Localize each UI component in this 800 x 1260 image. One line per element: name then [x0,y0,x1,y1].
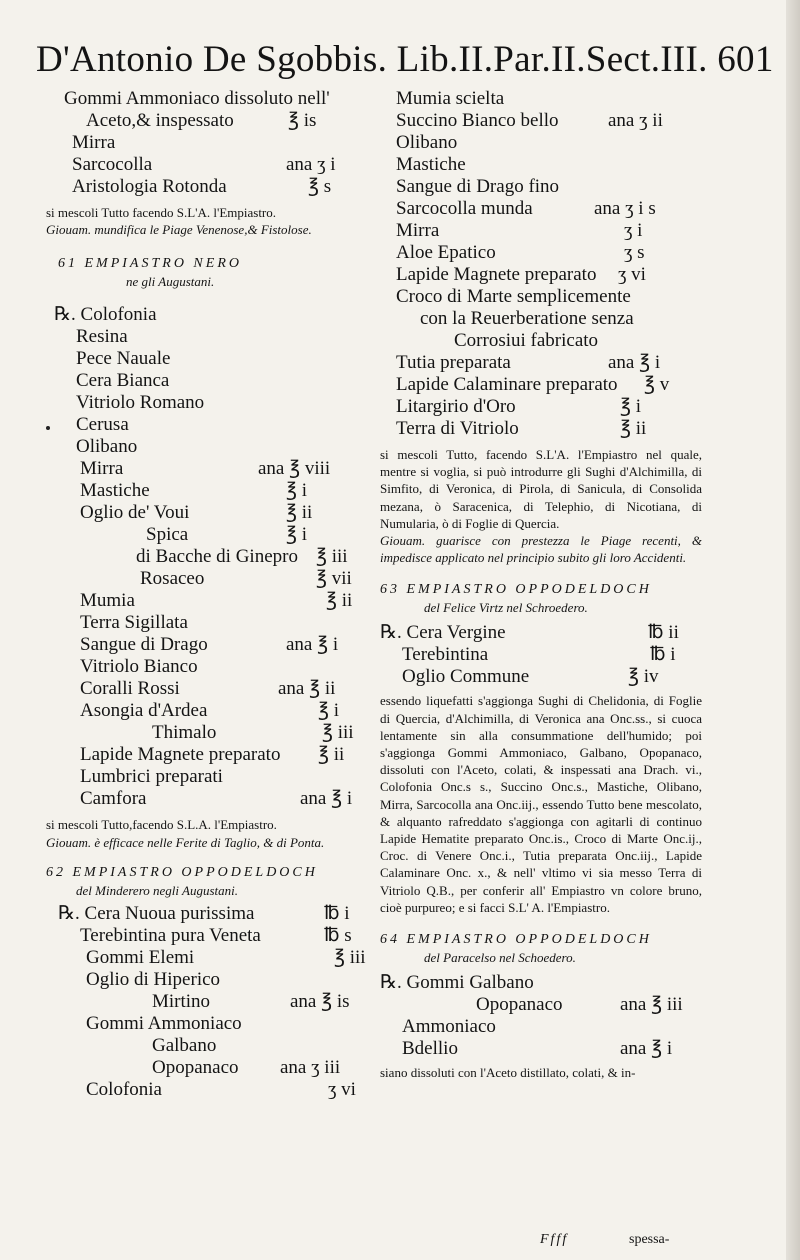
ingredient-row [46,991,368,1013]
ingredient-name: Oglio di Hiperico [86,968,221,990]
ingredient-name: Gommi Ammoniaco dissoluto nell' [64,88,330,109]
ingredient-dose: ℥ i [620,396,642,417]
ingredient-dose: ℔ s [324,924,352,946]
ingredient-row [380,330,702,352]
ingredient-dose: ana ʒ ii [608,110,663,131]
preparation-paragraph: siano dissoluti con l'Aceto distillato, colati, & in- [380,1065,636,1081]
ingredient-row [46,634,368,656]
ingredient-name: Mirra [80,458,124,480]
recipe-heading-61 [46,250,368,294]
ingredient-name: Galbano [152,1034,217,1056]
preparation-note: si mescoli Tutto facendo S.L'A. l'Empiastro. [46,205,277,220]
ingredient-row [380,396,702,418]
ingredient-name: Opopanaco [476,994,563,1016]
ingredient-name: Lapide Calaminare preparato [396,374,618,395]
ingredient-row [46,132,368,154]
ingredient-row [46,656,368,678]
ingredient-row [46,88,368,110]
ingredient-name: Asongia d'Ardea [80,700,208,722]
ingredient-name: Lumbrici preparati [80,766,223,788]
ingredient-row [46,154,368,176]
ingredient-name: Oglio Commune [402,666,530,688]
ingredient-row [46,392,368,414]
ingredient-dose: ℔ i [650,644,676,666]
ingredient-name: Coralli Rossi [80,678,180,700]
ingredient-name: Mastiche [80,480,150,502]
ingredient-name: Cerusa [76,414,129,436]
ingredient-name: Olibano [396,132,458,153]
ingredient-dose: ana ℥ i [300,788,353,810]
ingredient-name: ℞. Colofonia [54,304,157,326]
recipe-heading-63 [380,576,702,616]
ingredient-dose: ℥ iii [316,546,348,568]
ingredient-row [46,546,368,568]
virtue-note: Giouam. mundifica le Piage Venenose,& Fistolose. [46,222,312,238]
page-edge [786,0,800,1260]
ingredient-row [46,110,368,132]
ingredient-dose: ℥ i [286,480,308,502]
recipe-title-63: 63 EMPIASTRO OPPODELDOCH [380,582,652,598]
ingredient-dose: ℥ ii [620,418,647,439]
ingredient-name: ℞. Gommi Galbano [380,972,534,994]
ingredient-dose: ℥ ii [318,744,345,766]
ingredient-name: Lapide Magnete preparato [80,744,281,766]
ingredient-row [380,242,702,264]
ingredient-dose: ℔ ii [648,622,679,644]
recipe-63-ingredients [380,622,702,688]
ingredient-row [380,286,702,308]
ingredient-name: Oglio de' Voui [80,502,190,524]
ingredient-row [380,994,702,1016]
ingredient-name: Sarcocolla munda [396,198,533,219]
ingredient-row [380,308,702,330]
ingredient-name: Cera Bianca [76,370,170,392]
ingredient-dose: ana ℥ iii [620,994,683,1016]
ingredient-row [380,154,702,176]
ingredient-name: con la Reuerberatione senza [420,308,634,329]
ingredient-row [46,744,368,766]
ingredient-dose: ℔ i [324,902,350,924]
preparation-paragraph: essendo liquefatti s'aggionga Sughi di Chelidonia, di Foglie di Quercia, d'Alchimilla, di Veronica ana Onc.ss., si cuoca lentamente sin alla consummatione dell'humido; poi s'aggionga Gommi Ammoniaco, Galbano, Opopanaco, dissoluti con l'Aceto, colati, & inspessati ana Drach. vi., Colofonia Onc.s s., Succino Onc.s., Mastiche, Olibano, Mirra, Sarcocolla ana Onc.iij., essendo Tutto bene mescolato, & alquanto rafreddato s'aggionga con agitarli di continuo Lapide Hematite preparato Onc.is., Croco di Marte Onc.ij., Croc. di Venere Onc.i., Tutia preparata Onc.iij., Lapide Calaminare Onc. x., & nell' vltimo vi sia messo Terra di Vitriolo Q.B., per conferir all' Empiastro vn colore bruno, cioè purpureo; e si facci S.L' A. l'Empiastro. [380,693,702,915]
running-header: D'Antonio De Sgobbis. Lib.II.Par.II.Sect.III. 601 [36,39,774,80]
ingredient-name: Thimalo [152,722,217,744]
ingredient-name: ℞. Cera Vergine [380,622,506,644]
ingredient-row [46,304,368,326]
ingredient-dose: ana ℥ ii [278,678,336,700]
right-column [380,88,702,1081]
ingredient-name: Ammoniaco [402,1016,496,1038]
ingredient-dose: ℥ iii [334,946,366,968]
ingredient-name: Vitriolo Romano [76,392,205,414]
ingredient-name: Resina [76,326,128,348]
ingredient-name: Rosaceo [140,568,205,590]
ingredient-name: Bdellio [402,1038,458,1060]
ingredient-dose: ℥ ii [326,590,353,612]
recipe-heading-64 [380,926,702,966]
ingredient-name: Gommi Elemi [86,946,195,968]
ingredient-row [46,458,368,480]
ingredient-row [46,348,368,370]
ingredient-name: Tutia preparata [396,352,511,373]
preparation-note: si mescoli Tutto,facendo S.L.A. l'Empiastro. [46,817,277,833]
ingredient-name: Croco di Marte semplicemente [396,286,631,307]
ingredient-name: Mirtino [152,990,211,1012]
recipe-title-61: 61 EMPIASTRO NERO [58,256,242,272]
ingredient-dose: ʒ s [624,242,645,263]
virtue-note: Giouam. guarisce con prestezza le Piage recenti, & impedisce applicato nel principio subito gli loro Accidenti. [380,533,702,566]
ingredient-name: Terra Sigillata [80,612,188,634]
ingredient-name: Aristologia Rotonda [72,176,227,197]
ingredient-dose: ℥ iii [322,722,354,744]
ingredient-row [380,644,702,666]
ingredient-row [380,352,702,374]
ingredient-row [46,1035,368,1057]
ingredient-row [46,722,368,744]
ingredient-row [46,947,368,969]
ingredient-name: Mastiche [396,154,466,175]
ingredient-row [380,132,702,154]
signature-mark: Ffff [540,1232,569,1247]
recipe-source-64: del Paracelso nel Schoedero. [424,950,576,966]
ingredient-dose: ℥ is [288,110,317,131]
ingredient-name: Corrosiui fabricato [454,330,599,351]
ingredient-row [380,374,702,396]
ingredient-name: Mumia [80,590,135,612]
catchword: spessa- [629,1232,670,1247]
ingredient-row [380,110,702,132]
ingredient-row [46,1013,368,1035]
ingredient-row [46,480,368,502]
recipe-tail-block [46,88,368,198]
ingredient-name: ℞. Cera Nuoua purissima [58,902,255,924]
ingredient-row [46,903,368,925]
ingredient-name: Terebintina pura Veneta [80,924,261,946]
recipe-title-64: 64 EMPIASTRO OPPODELDOCH [380,932,652,948]
recipe-heading-62 [46,859,368,899]
ingredient-dose: ana ʒ i s [594,198,656,219]
ingredient-dose: ℥ s [308,176,332,197]
ingredient-name: Gommi Ammoniaco [86,1012,242,1034]
ingredient-name: Olibano [76,436,138,458]
ingredient-row [46,788,368,810]
ingredient-row [46,326,368,348]
ingredient-name: Lapide Magnete preparato [396,264,597,285]
ingredient-row [380,198,702,220]
ingredient-name: Sangue di Drago [80,634,208,656]
ingredient-dose: ℥ i [286,524,308,546]
ingredient-row [380,972,702,994]
ingredient-dose: ana ℥ i [620,1038,673,1060]
ingredient-row [46,176,368,198]
ingredient-dose: ℥ i [318,700,340,722]
ingredient-name: Aloe Epatico [396,242,496,263]
ingredient-dose: ana ℥ is [290,990,350,1012]
ingredient-name: Succino Bianco bello [396,110,559,131]
ingredient-row [46,436,368,458]
ingredient-name: di Bacche di Ginepro [136,546,298,568]
ingredient-row [380,622,702,644]
ingredient-name: Colofonia [86,1078,162,1100]
recipe-tail-block [380,88,702,440]
ingredient-row [46,524,368,546]
recipe-61-ingredients [46,304,368,810]
ingredient-name: Litargirio d'Oro [396,396,516,417]
ingredient-row [46,590,368,612]
ingredient-row [46,370,368,392]
ingredient-row [46,925,368,947]
ingredient-row [380,1016,702,1038]
ingredient-dose: ℥ iv [628,666,659,688]
ingredient-name: Camfora [80,788,147,810]
ingredient-dose: ana ℥ i [608,352,661,373]
ingredient-row [46,612,368,634]
ingredient-name: Sangue di Drago fino [396,176,560,197]
ingredient-name: Spica [146,524,189,546]
ingredient-row [380,220,702,242]
ingredient-row [46,414,368,436]
recipe-source-62: del Minderero negli Augustani. [76,882,238,898]
ingredient-name: Vitriolo Bianco [80,656,198,678]
ingredient-row [46,568,368,590]
ingredient-row [46,502,368,524]
ingredient-dose: ʒ i [624,220,643,241]
ingredient-name: Mirra [72,132,116,153]
ingredient-row [380,666,702,688]
ingredient-dose: ana ℥ viii [258,458,331,480]
ingredient-row [380,176,702,198]
ingredient-row [46,678,368,700]
ingredient-name: Sarcocolla [72,154,153,175]
recipe-source-61: ne gli Augustani. [126,274,215,290]
recipe-62-ingredients [46,903,368,1101]
ingredient-name: Terra di Vitriolo [396,418,519,439]
ingredient-row [46,969,368,991]
ingredient-name: Aceto,& inspessato [86,110,234,131]
ingredient-dose: ana ʒ iii [280,1056,341,1078]
ingredient-name: Pece Nauale [76,348,171,370]
ingredient-dose: ana ℥ i [286,634,339,656]
ingredient-row [46,1057,368,1079]
ingredient-row [380,418,702,440]
ingredient-name: Terebintina [402,644,489,666]
ingredient-dose: ana ʒ i [286,154,336,175]
ingredient-name: Opopanaco [152,1056,239,1078]
ingredient-row [380,1038,702,1060]
ingredient-dose: ℥ vii [316,568,352,590]
ingredient-dose: ʒ vi [328,1078,356,1100]
ingredient-row [46,700,368,722]
left-column [46,88,368,1101]
ingredient-name: Mumia scielta [396,88,505,109]
ingredient-row [380,88,702,110]
ingredient-dose: ℥ ii [286,502,313,524]
ingredient-name: Mirra [396,220,440,241]
recipe-64-ingredients [380,972,702,1060]
ingredient-dose: ʒ vi [618,264,646,285]
virtue-note: Giouam. è efficace nelle Ferite di Taglio, & di Ponta. [46,834,325,850]
recipe-title-62: 62 EMPIASTRO OPPODELDOCH [46,864,318,880]
ingredient-row [46,766,368,788]
recipe-source-63: del Felice Virtz nel Schroedero. [424,600,588,616]
ingredient-row [46,1079,368,1101]
preparation-paragraph: si mescoli Tutto, facendo S.L'A. l'Empiastro nel quale, mentre si voglia, si può introdurre gli Sughi d'Alchimilla, di Simfito, di Veronica, di Pirola, di Sanicula, di Consolida mezana, ò Saracenica, di Telephio, di Nicotiana, di Numularia, ò di Foglie di Quercia. [380,447,702,531]
ingredient-row [380,264,702,286]
ingredient-dose: ℥ v [644,374,670,395]
